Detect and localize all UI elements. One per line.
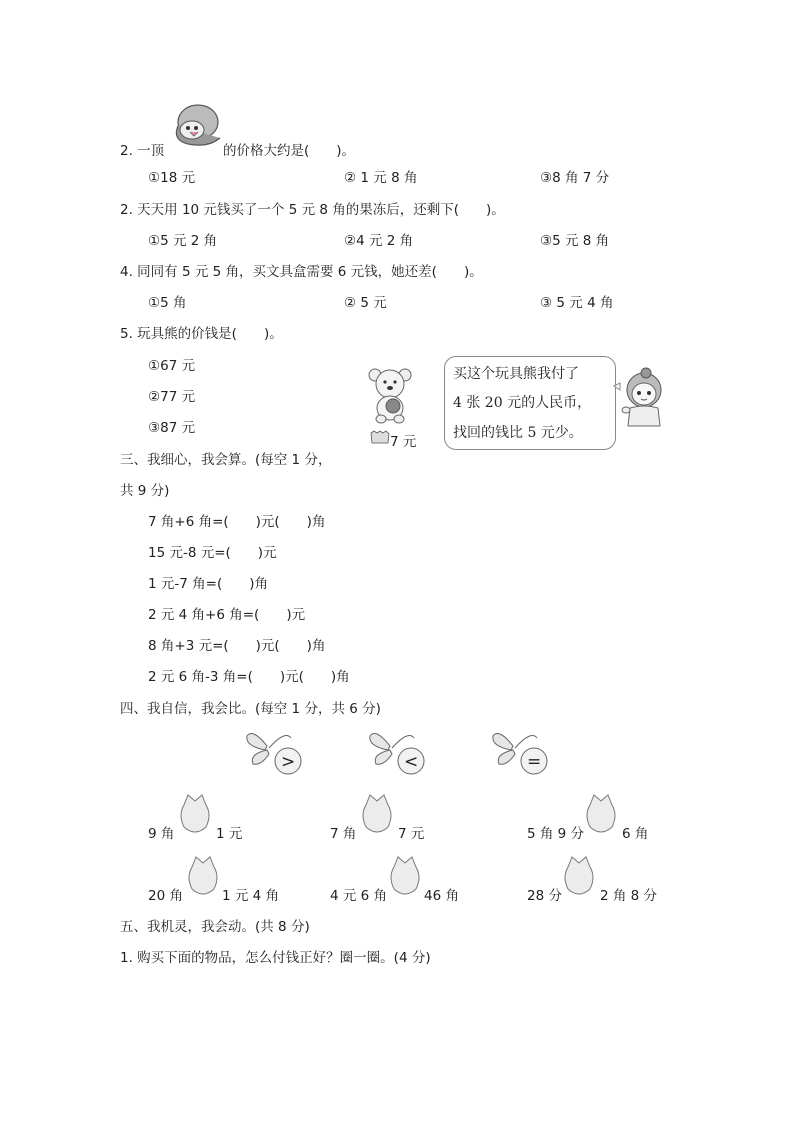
cap-icon — [168, 100, 224, 156]
compare-r2-left-3: 28 分 — [527, 888, 562, 904]
butterfly-icon — [368, 728, 428, 776]
q4-option-2[interactable]: ② 5 元 — [344, 295, 387, 311]
q2a-suffix: 的价格大约是( )。 — [223, 143, 356, 159]
q2b-option-1[interactable]: ①5 元 2 角 — [148, 233, 218, 249]
q4-option-1[interactable]: ①5 角 — [148, 295, 187, 311]
girl-icon — [614, 366, 670, 428]
q2b-option-3[interactable]: ③5 元 8 角 — [540, 233, 610, 249]
calc-item-3[interactable]: 1 元-7 角=( )角 — [148, 576, 268, 592]
calc-item-2[interactable]: 15 元-8 元=( )元 — [148, 545, 277, 561]
q2b-option-2[interactable]: ②4 元 2 角 — [344, 233, 414, 249]
q2a-option-1[interactable]: ①18 元 — [148, 170, 196, 186]
flower-bud-icon[interactable] — [562, 855, 596, 897]
section3-title-line1: 三、我细心，我会算。(每空 1 分， — [120, 452, 332, 468]
compare-r1-left-3: 5 角 9 分 — [527, 826, 585, 842]
compare-r2-right-1: 1 元 4 角 — [222, 888, 280, 904]
compare-r2-right-3: 2 角 8 分 — [600, 888, 658, 904]
calc-item-1[interactable]: 7 角+6 角=( )元( )角 — [148, 514, 326, 530]
q5-option-2[interactable]: ②77 元 — [148, 389, 196, 405]
speech-bubble — [444, 356, 616, 450]
bubble-line-2: 4 张 20 元的人民币， — [453, 395, 592, 411]
q5-option-3[interactable]: ③87 元 — [148, 420, 196, 436]
q2b-stem: 2. 天天用 10 元钱买了一个 5 元 8 角的果冻后，还剩下( )。 — [120, 202, 505, 218]
flower-bud-icon[interactable] — [360, 793, 394, 835]
calc-item-6[interactable]: 2 元 6 角-3 角=( )元( )角 — [148, 669, 350, 685]
price-tag-icon — [370, 430, 390, 444]
symbol-greater: > — [281, 752, 296, 772]
compare-r1-left-2: 7 角 — [330, 826, 357, 842]
section5-q1: 1. 购买下面的物品，怎么付钱正好？圈一圈。(4 分) — [120, 950, 431, 966]
flower-bud-icon[interactable] — [186, 855, 220, 897]
q2a-option-2[interactable]: ② 1 元 8 角 — [344, 170, 418, 186]
compare-r1-right-2: 7 元 — [398, 826, 425, 842]
q5-option-1[interactable]: ①67 元 — [148, 358, 196, 374]
calc-item-4[interactable]: 2 元 4 角+6 角=( )元 — [148, 607, 306, 623]
compare-r2-left-1: 20 角 — [148, 888, 183, 904]
bubble-line-3: 找回的钱比 5 元少。 — [453, 425, 583, 441]
compare-r2-left-2: 4 元 6 角 — [330, 888, 388, 904]
compare-r1-left-1: 9 角 — [148, 826, 175, 842]
butterfly-icon — [491, 728, 551, 776]
q5-stem: 5. 玩具熊的价钱是( )。 — [120, 326, 283, 342]
symbol-less: < — [404, 752, 419, 772]
q4-option-3[interactable]: ③ 5 元 4 角 — [540, 295, 614, 311]
bear-price-tag: 7 元 — [390, 434, 417, 450]
section5-title: 五、我机灵，我会动。(共 8 分) — [120, 919, 310, 935]
q4-stem: 4. 同同有 5 元 5 角，买文具盒需要 6 元钱，她还差( )。 — [120, 264, 483, 280]
bubble-line-1: 买这个玩具熊我付了 — [453, 366, 579, 382]
calc-item-5[interactable]: 8 角+3 元=( )元( )角 — [148, 638, 326, 654]
compare-r2-right-2: 46 角 — [424, 888, 459, 904]
compare-r1-right-1: 1 元 — [216, 826, 243, 842]
compare-r1-right-3: 6 角 — [622, 826, 649, 842]
section3-title-line2: 共 9 分) — [120, 483, 170, 499]
flower-bud-icon[interactable] — [388, 855, 422, 897]
section4-title: 四、我自信，我会比。(每空 1 分，共 6 分) — [120, 701, 381, 717]
symbol-equal: = — [527, 752, 542, 772]
q2a-number: 2. 一顶 — [120, 143, 165, 159]
flower-bud-icon[interactable] — [178, 793, 212, 835]
q2a-option-3[interactable]: ③8 角 7 分 — [540, 170, 610, 186]
butterfly-icon — [245, 728, 305, 776]
flower-bud-icon[interactable] — [584, 793, 618, 835]
bear-icon — [366, 366, 414, 424]
